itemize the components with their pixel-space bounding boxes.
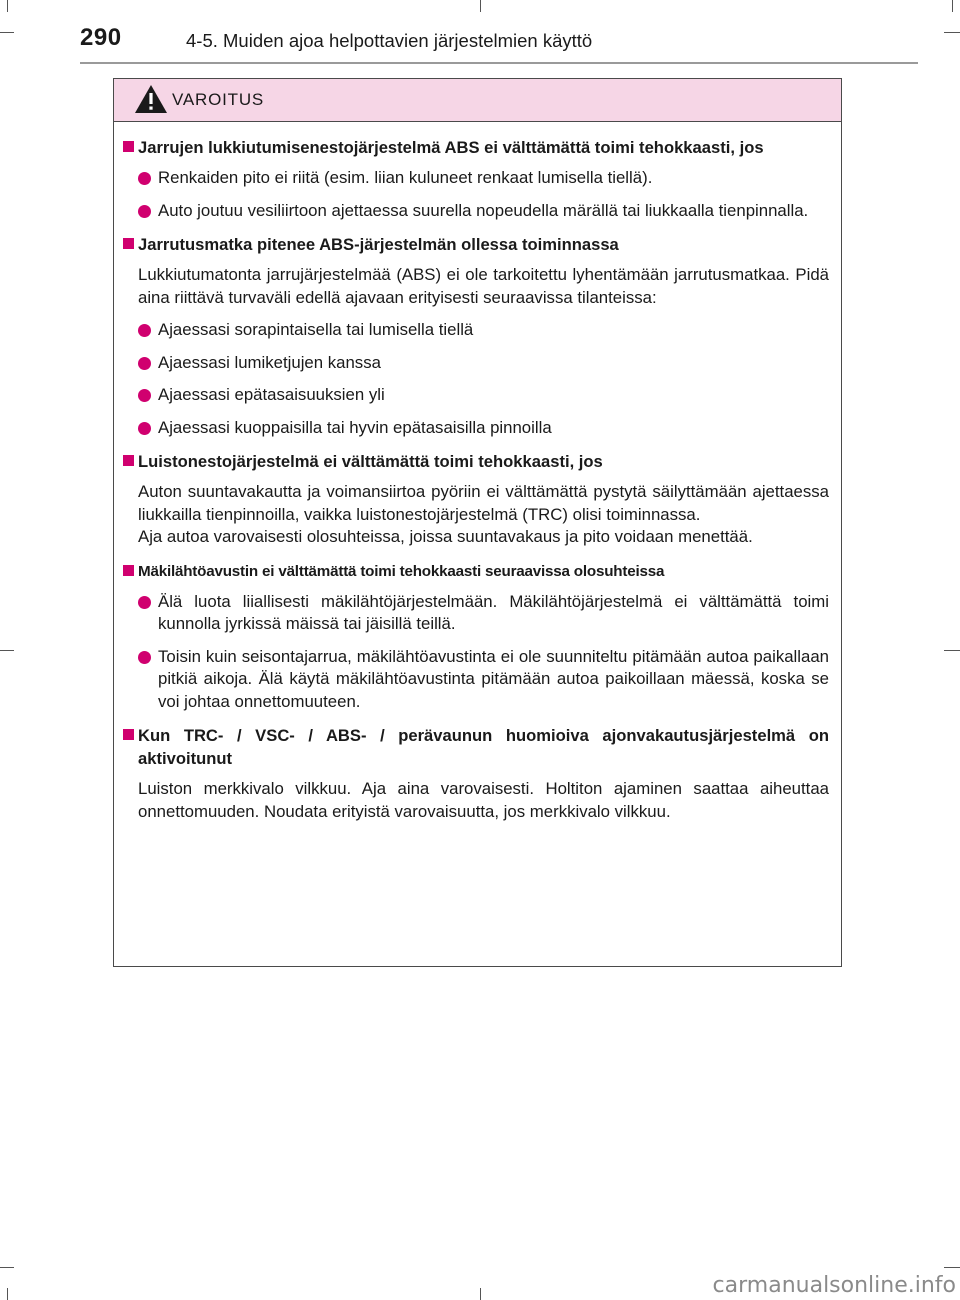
page-header [0, 0, 960, 70]
list-item-text: Ajaessasi lumiketjujen kanssa [158, 352, 381, 372]
circle-bullet-icon [138, 200, 158, 222]
list-item-text: Ajaessasi sorapintaisella tai lumisella tiellä [158, 320, 474, 339]
warning-label: VAROITUS [172, 90, 265, 109]
list-item-text: Toisin kuin seisontajarrua, mäkilähtöavustinta ei ole suunniteltu pitämään autoa paikallaan pitkiä aikoja. Älä käytä mäkilähtöavustinta pitämään autoa paikoillaan mäessä, koska se voi johtaa onnettomuuteen. [158, 646, 829, 711]
list-item [138, 167, 829, 190]
section-heading-text: Jarrujen lukkiutumisenestojärjestelmä ABS ei välttämättä toimi tehokkaasti, jos [138, 138, 764, 157]
page-number: 290 [80, 24, 122, 51]
crop-mark [7, 1288, 8, 1300]
circle-bullet-icon [138, 352, 158, 374]
warning-section-system-activated [123, 724, 829, 823]
section-paragraph: Aja autoa varovaisesti olosuhteissa, joissa suuntavakaus ja pito voidaan menettää. [138, 527, 753, 546]
circle-bullet-icon [138, 646, 158, 668]
circle-bullet-icon [138, 384, 158, 406]
warning-section-abs-limits [123, 136, 829, 222]
list-item [138, 384, 829, 407]
warning-body [114, 122, 841, 823]
list-item-text: Renkaiden pito ei riitä (esim. liian kuluneet renkaat lumisella tiellä). [158, 168, 653, 187]
header-rule [80, 62, 918, 64]
circle-bullet-icon [138, 417, 158, 439]
list-item [138, 352, 829, 375]
square-bullet-icon [123, 233, 138, 256]
section-paragraph: Lukkiutumatonta jarrujärjestelmää (ABS) ei ole tarkoitettu lyhentämään jarrutusmatkaa. Pidä aina riittävä turvaväli edellä ajavaan erityisesti seuraavissa tilanteissa: [138, 265, 829, 307]
watermark: carmanualsonline.info [712, 1273, 956, 1298]
list-item-text: Auto joutuu vesiliirtoon ajettaessa suurella nopeudella märällä tai liukkaalla tienpinnalla. [158, 200, 809, 220]
section-heading [123, 233, 829, 256]
section-heading-text: Kun TRC- / VSC- / ABS- / perävaunun huomioiva ajonvakautusjärjestelmä on aktivoitunut [138, 726, 829, 768]
section-heading [123, 724, 829, 770]
section-heading-text: Jarrutusmatka pitenee ABS-järjestelmän ollessa toiminnassa [138, 235, 619, 254]
warning-section-braking-distance [123, 233, 829, 439]
list-item [138, 417, 829, 440]
section-paragraph: Luiston merkkivalo vilkkuu. Aja aina varovaisesti. Holtiton ajaminen saattaa aiheuttaa onnettomuuden. Noudata erityistä varovaisuutta, jos merkkivalo vilkkuu. [138, 779, 829, 821]
circle-bullet-icon [138, 167, 158, 189]
square-bullet-icon [123, 560, 138, 583]
crop-mark [944, 650, 960, 651]
section-heading [123, 560, 829, 583]
crop-mark [0, 1267, 14, 1268]
section-heading [123, 136, 829, 159]
section-heading-text: Mäkilähtöavustin ei välttämättä toimi tehokkaasti seuraavissa olosuhteissa [138, 562, 665, 580]
warning-box [113, 78, 842, 967]
circle-bullet-icon [138, 591, 158, 613]
warning-triangle-icon [134, 84, 168, 114]
list-item [138, 319, 829, 342]
list-item [138, 646, 829, 714]
section-paragraph: Auton suuntavakautta ja voimansiirtoa pyöriin ei välttämättä pystytä säilyttämään ajettaessa liukkailla tienpinnoilla, vaikka luistonestojärjestelmä (TRC) olisi toiminnassa. [138, 482, 829, 524]
circle-bullet-icon [138, 319, 158, 341]
section-heading-text: Luistonestojärjestelmä ei välttämättä toimi tehokkaasti, jos [138, 452, 603, 471]
section-title: 4-5. Muiden ajoa helpottavien järjestelmien käyttö [186, 30, 593, 51]
warning-header [114, 79, 841, 122]
list-item [138, 591, 829, 636]
crop-mark [0, 650, 14, 651]
crop-mark [944, 1267, 960, 1268]
list-item-text: Ajaessasi kuoppaisilla tai hyvin epätasaisilla pinnoilla [158, 417, 552, 437]
square-bullet-icon [123, 450, 138, 473]
list-item [138, 200, 829, 223]
warning-section-hill-start-assist [123, 560, 829, 714]
square-bullet-icon [123, 724, 138, 747]
crop-mark [480, 1288, 481, 1300]
section-heading [123, 450, 829, 473]
list-item-text: Ajaessasi epätasaisuuksien yli [158, 385, 385, 404]
list-item-text: Älä luota liiallisesti mäkilähtöjärjestelmään. Mäkilähtöjärjestelmä ei välttämättä toimi kunnolla jyrkissä mäissä tai jäisillä teillä. [158, 591, 829, 633]
square-bullet-icon [123, 136, 138, 159]
warning-section-traction-control [123, 450, 829, 549]
